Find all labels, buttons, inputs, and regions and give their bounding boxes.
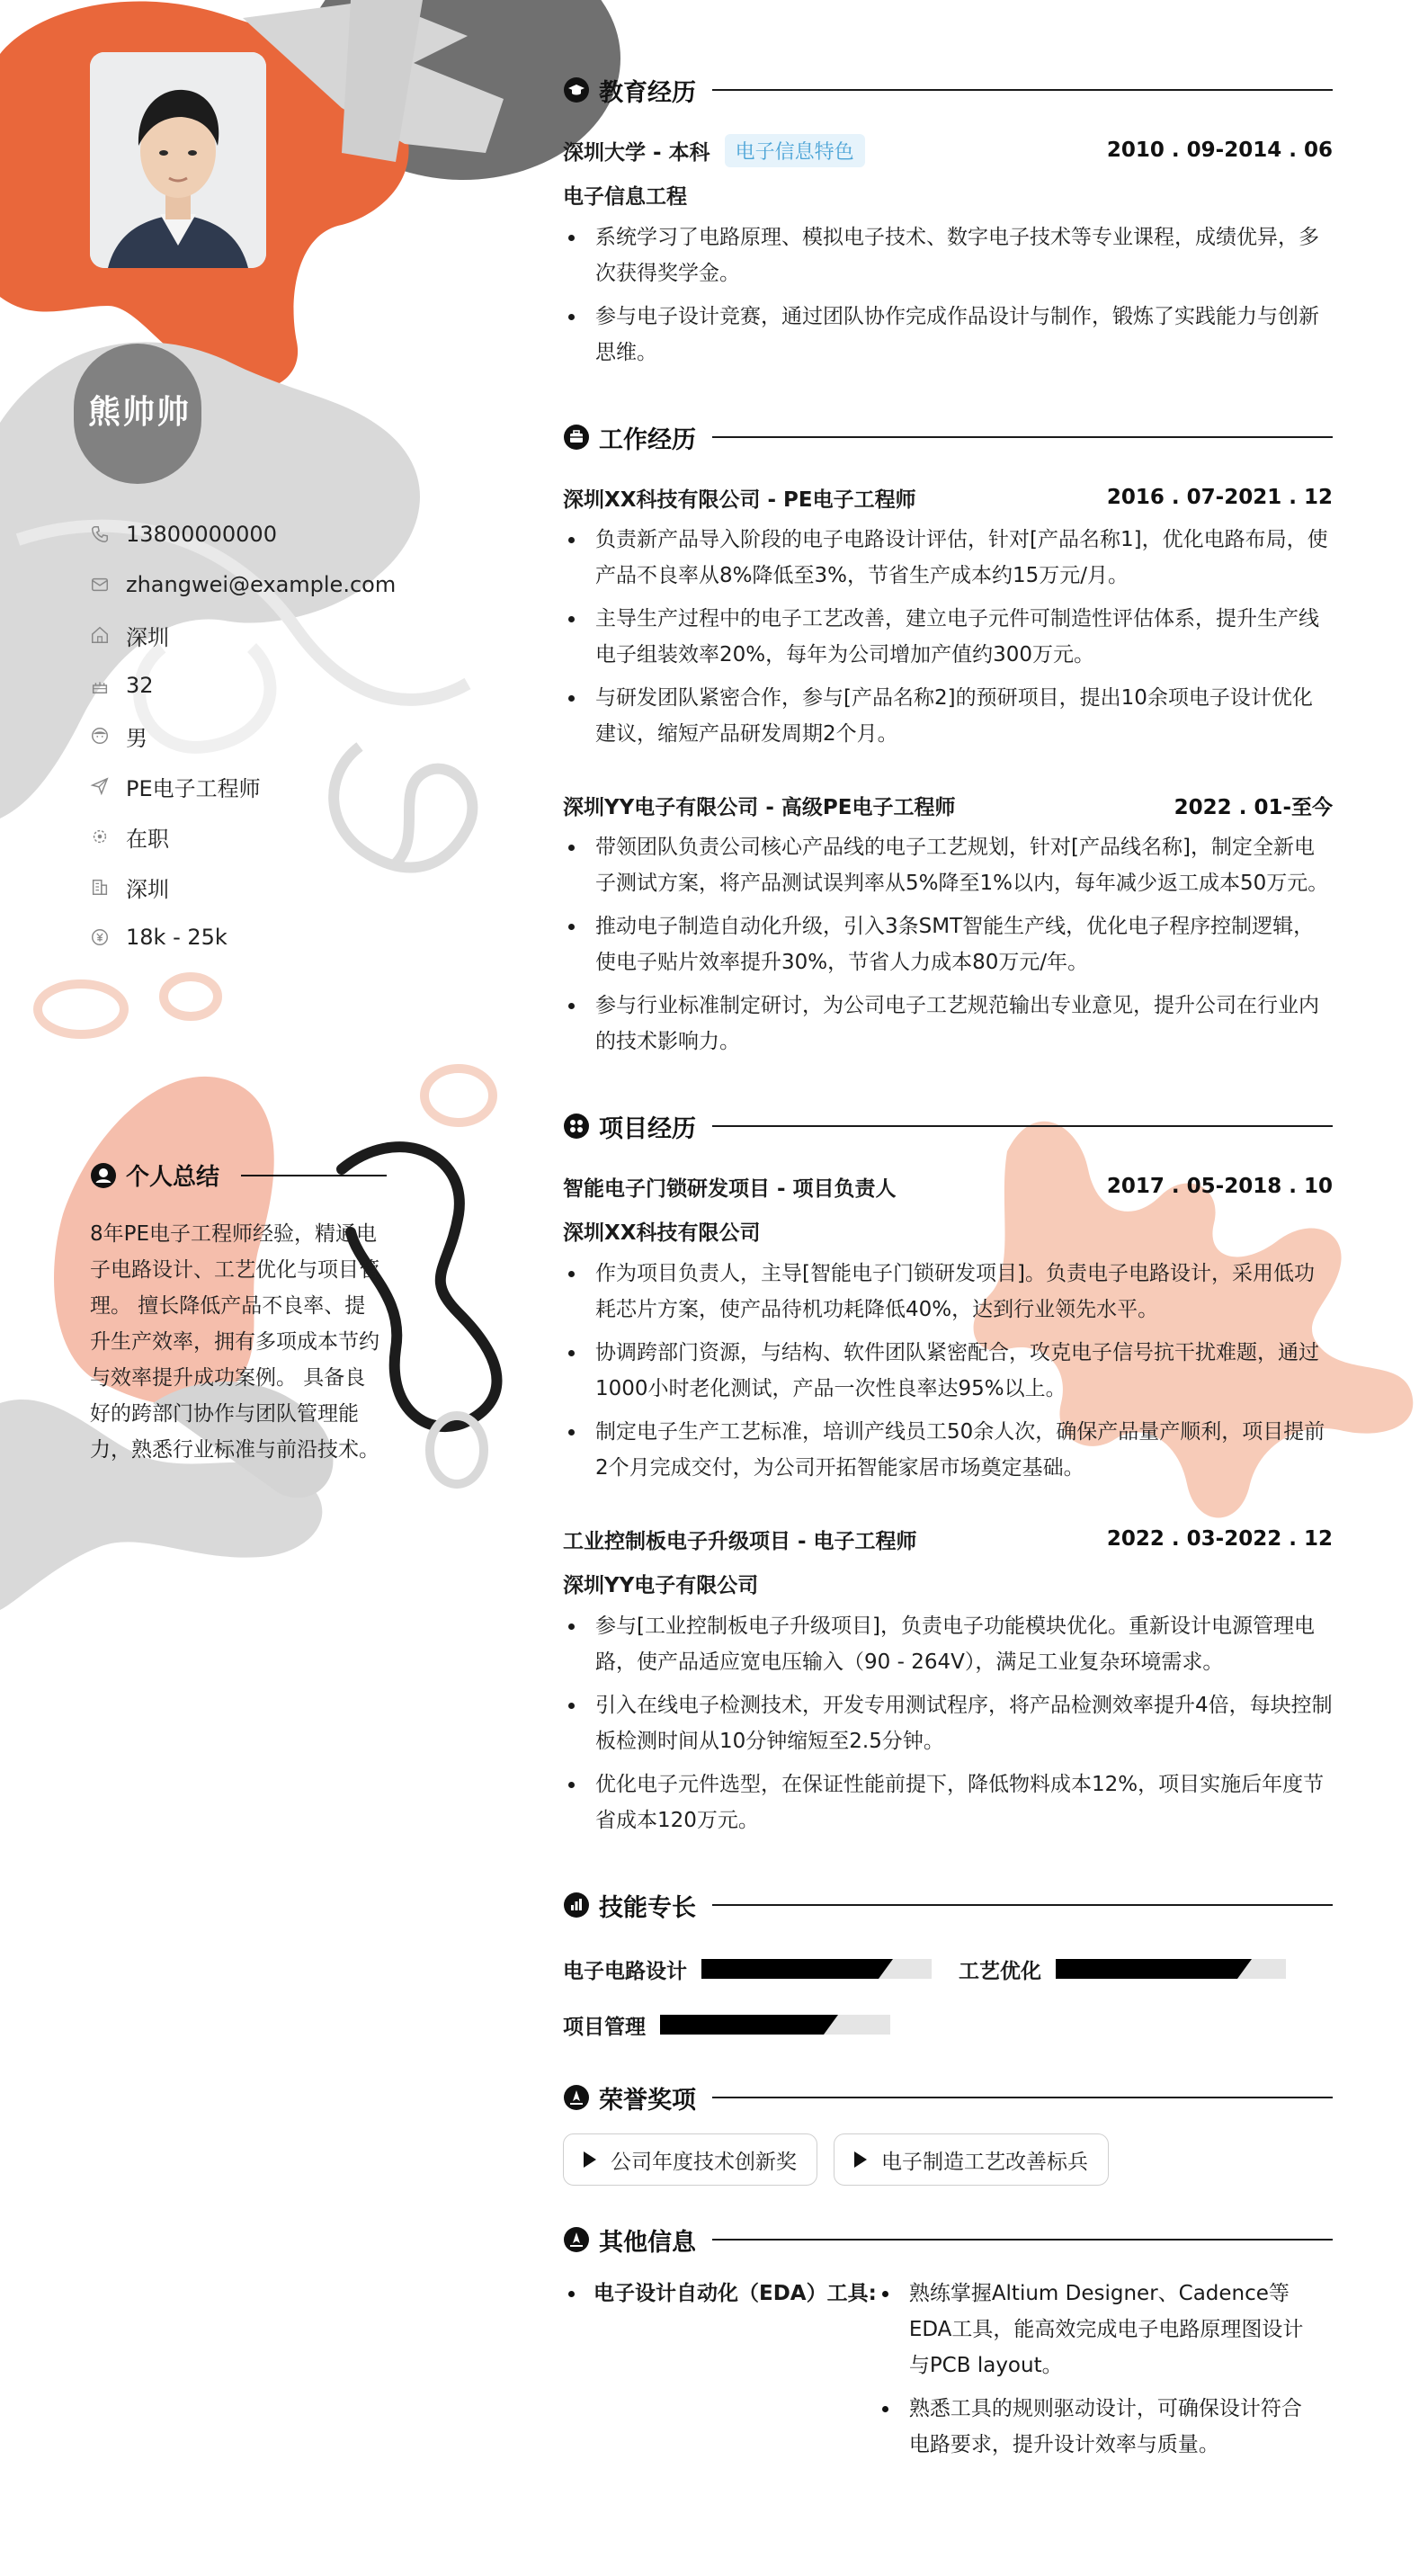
- profile-photo: [90, 52, 266, 268]
- work-title: 工作经历: [599, 425, 696, 454]
- list-item: 参与电子设计竞赛，通过团队协作完成作品设计与制作，锻炼了实践能力与创新思维。: [563, 299, 1333, 371]
- skills-rule: [712, 1904, 1333, 1906]
- contact-email: [90, 559, 396, 610]
- portrait-illustration: [90, 52, 266, 268]
- education-school: 深圳大学 - 本科: [563, 140, 710, 165]
- contact-phone: [90, 509, 396, 559]
- project-date: 2022 . 03-2022 . 12: [1106, 1527, 1333, 1551]
- skill-item: [959, 1941, 1286, 1997]
- education-entry-header: [563, 126, 1333, 174]
- project-entry-header: [563, 1515, 1333, 1563]
- education-title: 教育经历: [599, 78, 696, 107]
- other-heading: [563, 2216, 1333, 2263]
- award-icon: [563, 2084, 590, 2111]
- play-icon: [584, 2151, 596, 2168]
- salary-icon: [90, 927, 110, 947]
- education-bullets: [563, 219, 1333, 371]
- contact-list: [90, 509, 396, 962]
- work-entry-header: [563, 781, 1333, 829]
- work-heading: [563, 414, 1333, 461]
- list-item: 带领团队负责公司核心产品线的电子工艺规划，针对[产品线名称]，制定全新电子测试方案，将产品测试误判率从5%降至1%以内，每年减少返工成本50万元。: [563, 829, 1333, 901]
- honors-rule: [712, 2097, 1333, 2098]
- info-badge-icon: [563, 2226, 590, 2253]
- skills-heading: [563, 1882, 1333, 1928]
- education-major: 电子信息工程: [563, 185, 687, 209]
- other-bullets: [877, 2276, 1317, 2470]
- skill-name: 电子电路设计: [563, 1959, 687, 1983]
- contact-city: [90, 862, 396, 912]
- projects-heading: [563, 1103, 1333, 1149]
- graduation-cap-icon: [563, 76, 590, 103]
- contact-age: [90, 660, 396, 711]
- other-info: [563, 2276, 1333, 2470]
- phone-icon: [90, 524, 110, 544]
- skill-level-fill: [701, 1959, 879, 1979]
- skill-level-fill: [660, 2015, 824, 2035]
- skills-title: 技能专长: [599, 1893, 696, 1922]
- honor-label: 电子制造工艺改善标兵: [881, 2150, 1088, 2174]
- list-item: 优化电子元件选型，在保证性能前提下，降低物料成本12%，项目实施后年度节省成本120万元。: [563, 1767, 1333, 1838]
- summary-text: 8年PE电子工程师经验，精通电子电路设计、工艺优化与项目管理。 擅长降低产品不良率、提升生产效率，拥有多项成本节约与效率提升成功案例。 具备良好的跨部门协作与团队管理能力，熟悉行业标准与前沿技术。: [90, 1222, 379, 1462]
- contact-gender: [90, 711, 396, 761]
- skill-name: 项目管理: [563, 2015, 646, 2039]
- list-item: 熟练掌握Altium Designer、Cadence等EDA工具，能高效完成电子电路原理图设计与PCB layout。: [877, 2276, 1317, 2384]
- honors-heading: [563, 2074, 1333, 2121]
- other-label: 电子设计自动化（EDA）工具:: [563, 2276, 877, 2470]
- skill-name: 工艺优化: [959, 1959, 1041, 1983]
- person-name: 熊帅帅: [88, 394, 192, 431]
- project-entry-header: [563, 1162, 1333, 1211]
- list-item: 系统学习了电路原理、模拟电子技术、数字电子技术等专业课程，成绩优异，多次获得奖学金。: [563, 219, 1333, 291]
- project-bullets: [563, 1256, 1333, 1486]
- honor-item: [834, 2133, 1109, 2186]
- list-item: 作为项目负责人，主导[智能电子门锁研发项目]。负责电子电路设计，采用低功耗芯片方案，使产品待机功耗降低40%，达到行业领先水平。: [563, 1256, 1333, 1328]
- list-item: 引入在线电子检测技术，开发专用测试程序，将产品检测效率提升4倍，每块控制板检测时间从10分钟缩短至2.5分钟。: [563, 1687, 1333, 1759]
- list-item: 制定电子生产工艺标准，培训产线员工50余人次，确保产品量产顺利，项目提前2个月完成交付，为公司开拓智能家居市场奠定基础。: [563, 1414, 1333, 1486]
- list-item: 主导生产过程中的电子工艺改善，建立电子元件可制造性评估体系，提升生产线电子组装效率20%，每年为公司增加产值约300万元。: [563, 601, 1333, 673]
- work-entry-header: [563, 473, 1333, 522]
- work-company: 深圳XX科技有限公司 - PE电子工程师: [563, 487, 916, 512]
- projects-rule: [712, 1125, 1333, 1127]
- contact-email-value: zhangwei@example.com: [126, 572, 397, 597]
- honors-list: [563, 2133, 1333, 2186]
- projects-title: 项目经历: [599, 1114, 696, 1143]
- list-item: 负责新产品导入阶段的电子电路设计评估，针对[产品名称1]，优化电路布局，使产品不良率从8%降低至3%，节省生产成本约15万元/月。: [563, 522, 1333, 594]
- project-company: 深圳XX科技有限公司: [563, 1221, 761, 1245]
- project-bullets: [563, 1608, 1333, 1838]
- home-icon: [90, 625, 110, 645]
- education-heading: [563, 67, 1333, 113]
- list-item: 熟悉工具的规则驱动设计，可确保设计符合电路要求，提升设计效率与质量。: [877, 2391, 1317, 2463]
- skill-level-bar: [1056, 1959, 1286, 1979]
- honor-item: [563, 2133, 817, 2186]
- contact-position-value: PE电子工程师: [126, 775, 261, 801]
- education-date: 2010 . 09-2014 . 06: [1106, 139, 1333, 162]
- work-date: 2016 . 07-2021 . 12: [1106, 486, 1333, 509]
- project-name: 工业控制板电子升级项目 - 电子工程师: [563, 1529, 917, 1553]
- contact-position: [90, 761, 396, 811]
- work-company: 深圳YY电子有限公司 - 高级PE电子工程师: [563, 795, 956, 819]
- education-tag: 电子信息特色: [725, 134, 865, 167]
- summary-rule: [241, 1175, 387, 1176]
- honor-label: 公司年度技术创新奖: [611, 2150, 797, 2174]
- list-item: 参与[工业控制板电子升级项目]，负责电子功能模块优化。重新设计电源管理电路，使产品适应宽电压输入（90 - 264V），满足工业复杂环境需求。: [563, 1608, 1333, 1680]
- skill-item: [563, 1997, 890, 2053]
- skill-item: [563, 1941, 932, 1997]
- contact-gender-value: 男: [126, 725, 147, 751]
- project-name: 智能电子门锁研发项目 - 项目负责人: [563, 1176, 897, 1201]
- work-rule: [712, 436, 1333, 438]
- skill-level-bar: [660, 2015, 890, 2035]
- bar-chart-icon: [563, 1892, 590, 1919]
- skills-list: [563, 1941, 1333, 2053]
- skill-level-bar: [701, 1959, 932, 1979]
- work-date: 2022 . 01-至今: [1174, 795, 1333, 819]
- gender-icon: [90, 726, 110, 746]
- project-company: 深圳YY电子有限公司: [563, 1574, 759, 1597]
- status-icon: [90, 827, 110, 846]
- work-bullets: [563, 829, 1333, 1060]
- list-item: 协调跨部门资源，与结构、软件团队紧密配合，攻克电子信号抗干扰难题，通过1000小时老化测试，产品一次性良率达95%以上。: [563, 1335, 1333, 1407]
- send-icon: [90, 776, 110, 796]
- contact-city-value: 深圳: [126, 876, 169, 902]
- contact-salary-value: 18k - 25k: [126, 925, 228, 950]
- honors-title: 荣誉奖项: [599, 2086, 696, 2115]
- contact-status-value: 在职: [126, 826, 169, 852]
- briefcase-icon: [563, 424, 590, 451]
- list-item: 参与行业标准制定研讨，为公司电子工艺规范输出专业意见，提升公司在行业内的技术影响力。: [563, 988, 1333, 1060]
- contact-salary: [90, 912, 396, 962]
- education-rule: [712, 89, 1333, 91]
- contact-phone-value: 13800000000: [126, 522, 277, 547]
- summary-heading-text: 个人总结: [126, 1164, 220, 1191]
- list-item: 推动电子制造自动化升级，引入3条SMT智能生产线，优化电子程序控制逻辑，使电子贴片效率提升30%，节省人力成本80万元/年。: [563, 908, 1333, 980]
- skill-level-fill: [1056, 1959, 1237, 1979]
- grid-icon: [563, 1113, 590, 1140]
- contact-status: [90, 811, 396, 862]
- other-rule: [712, 2239, 1333, 2241]
- user-circle-icon: [90, 1162, 117, 1189]
- list-item: 与研发团队紧密合作，参与[产品名称2]的预研项目，提出10余项电子设计优化建议，缩短产品研发周期2个月。: [563, 680, 1333, 752]
- contact-age-value: 32: [126, 673, 154, 698]
- main-content: [563, 67, 1333, 2470]
- age-icon: [90, 675, 110, 695]
- summary-heading: [90, 1158, 219, 1192]
- work-bullets: [563, 522, 1333, 752]
- building-icon: [90, 877, 110, 897]
- contact-home-value: 深圳: [126, 624, 169, 650]
- play-icon: [854, 2151, 867, 2168]
- other-title: 其他信息: [599, 2228, 696, 2257]
- contact-home: [90, 610, 396, 660]
- mail-icon: [90, 575, 110, 595]
- project-date: 2017 . 05-2018 . 10: [1106, 1175, 1333, 1198]
